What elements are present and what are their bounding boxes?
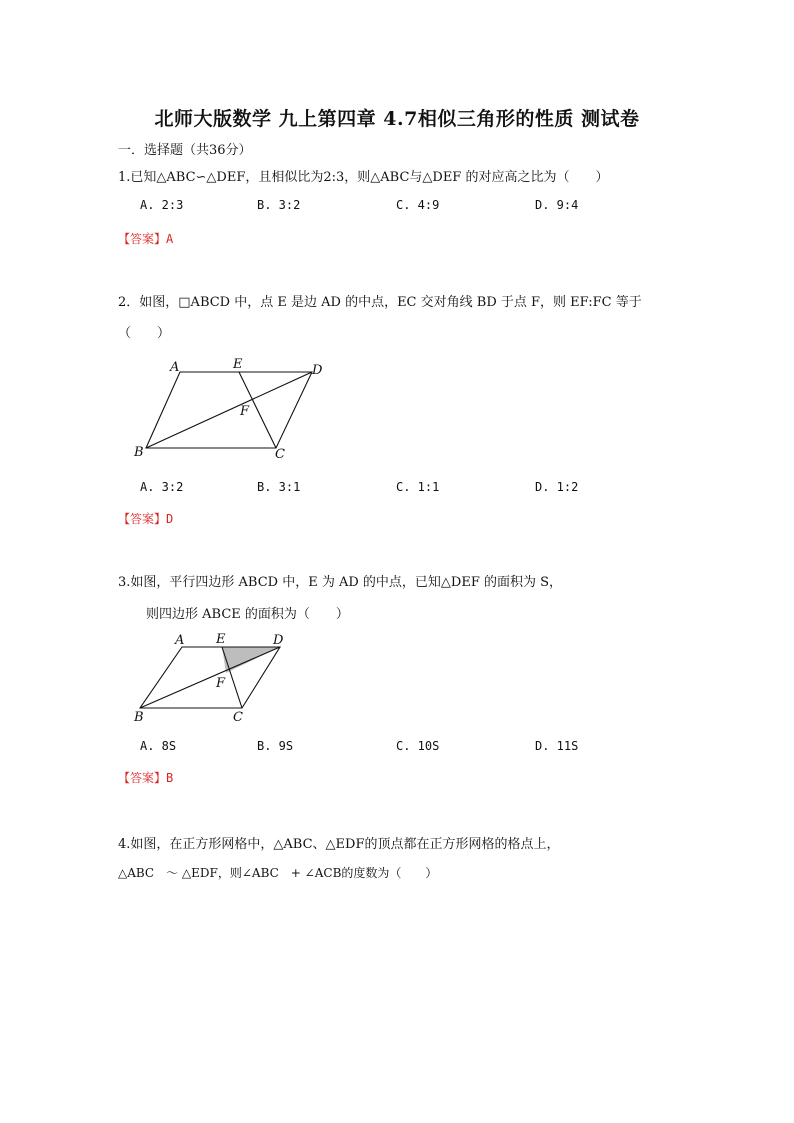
question-4-stem-line2: △ABC ～ △EDF，则∠ABC + ∠ACB的度数为（ ） — [118, 866, 438, 880]
question-1-option-b: B. 3:2 — [257, 198, 301, 212]
diagonal-bd — [146, 372, 312, 448]
question-2-figure — [120, 350, 340, 465]
label-b: B — [134, 445, 144, 460]
question-1-option-a: A. 2:3 — [140, 198, 184, 212]
question-2-option-a: A. 3:2 — [140, 480, 184, 494]
question-1-stem: 1.已知△ABC∽△DEF，且相似比为2:3，则△ABC与△DEF 的对应高之比为（ ） — [118, 170, 609, 185]
label-d: D — [312, 363, 323, 378]
answer-label: 【答案】 — [118, 232, 167, 246]
question-2-answer — [118, 510, 173, 527]
question-3-option-c: C. 10S — [396, 739, 440, 753]
label-f: F — [240, 404, 250, 419]
question-1-answer — [118, 230, 173, 247]
question-2-option-d: D. 1:2 — [535, 480, 579, 494]
answer-label: 【答案】 — [118, 512, 167, 526]
answer-value: D — [166, 512, 174, 526]
answer-label: 【答案】 — [118, 771, 167, 785]
question-3-option-d: D. 11S — [535, 739, 579, 753]
question-2-stem-paren: （ ） — [118, 326, 171, 341]
question-3-stem: 3.如图，平行四边形 ABCD 中，E 为 AD 的中点，已知△DEF 的面积为 S， — [118, 575, 563, 590]
label-e: E — [233, 357, 243, 372]
label-f: F — [216, 676, 226, 691]
question-3-answer — [118, 769, 173, 786]
label-d: D — [273, 633, 284, 648]
label-a: A — [175, 633, 185, 648]
label-c: C — [275, 447, 285, 462]
question-4-stem: 4.如图，在正方形网格中，△ABC、△EDF的顶点都在正方形网格的格点上， — [118, 837, 560, 852]
answer-value: A — [166, 232, 174, 246]
answer-value: B — [166, 771, 174, 785]
label-c: C — [233, 710, 243, 725]
section-heading: 一．选择题（共36分） — [118, 143, 252, 158]
question-3-stem-line2: 则四边形 ABCE 的面积为（ ） — [146, 607, 349, 622]
question-1-option-c: C. 4:9 — [396, 198, 440, 212]
label-b: B — [134, 710, 144, 725]
label-e: E — [216, 632, 226, 647]
question-1-option-d: D. 9:4 — [535, 198, 579, 212]
question-3-figure — [125, 630, 300, 725]
page-title: 北师大版数学 九上第四章 4.7相似三角形的性质 测试卷 — [154, 108, 640, 130]
question-2-stem: 2．如图，□ABCD 中，点 E 是边 AD 的中点，EC 交对角线 BD 于点 F，则 EF:FC 等于 — [118, 295, 642, 310]
label-a: A — [170, 360, 180, 375]
question-3-option-a: A. 8S — [140, 739, 177, 753]
question-2-option-b: B. 3:1 — [257, 480, 301, 494]
question-2-option-c: C. 1:1 — [396, 480, 440, 494]
question-3-option-b: B. 9S — [257, 739, 294, 753]
